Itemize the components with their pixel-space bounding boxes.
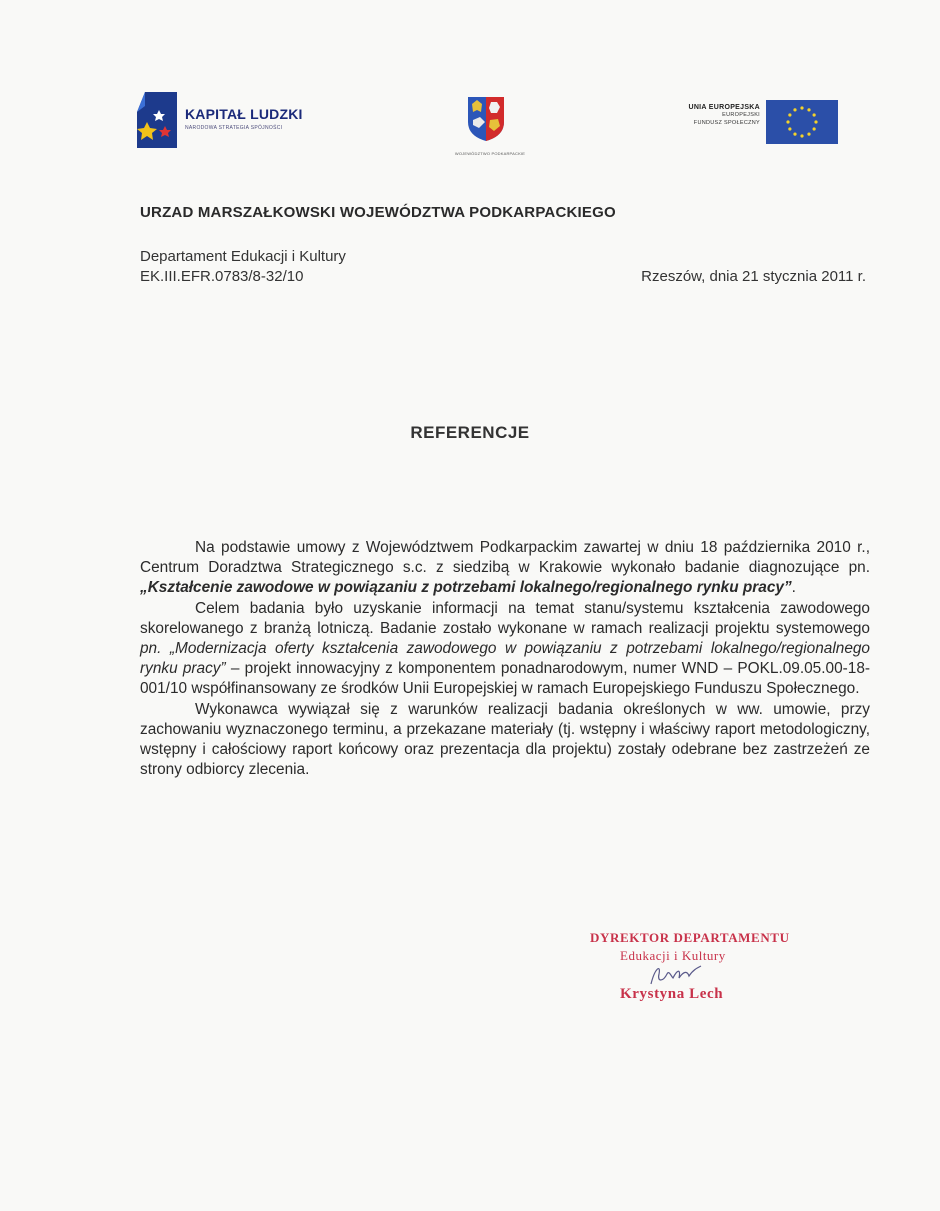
podkarpackie-coat-of-arms-logo bbox=[420, 96, 560, 162]
eu-star-icon bbox=[813, 113, 816, 116]
department-name: Departament Edukacji i Kultury bbox=[140, 248, 346, 265]
eu-social-fund-logo bbox=[650, 100, 840, 144]
director-stamp bbox=[580, 930, 820, 1020]
eu-star-icon bbox=[786, 120, 789, 123]
coat-of-arms-icon bbox=[467, 96, 505, 142]
paragraph-1-text: Na podstawie umowy z Województwem Podkarpackim zawartej w dniu 18 października 2010 r., Centrum Doradztwa Strategicznego s.c. z siedzibą w Krakowie wykonało badanie diagnozujące pn. bbox=[140, 539, 870, 577]
kapital-ludzki-emblem-icon bbox=[137, 92, 177, 148]
paragraph-1 bbox=[140, 538, 870, 599]
paragraph-1-end: . bbox=[791, 579, 796, 597]
document-heading: REFERENCJE bbox=[410, 423, 530, 442]
study-title: „Kształcenie zawodowe w powiązaniu z potrzebami lokalnego/regionalnego rynku pracy” bbox=[140, 579, 792, 597]
eu-line-1: UNIA EUROPEJSKA bbox=[688, 104, 760, 111]
eu-star-icon bbox=[793, 108, 796, 111]
eu-star-icon bbox=[807, 133, 810, 136]
eu-star-icon bbox=[800, 134, 803, 137]
eu-flag-icon bbox=[766, 100, 838, 144]
eu-star-icon bbox=[788, 127, 791, 130]
paragraph-2-end: – projekt innowacyjny z komponentem ponadnarodowym, numer WND – POKL.09.05.00-18-001/10 współfinansowany ze środków Unii Europejskiej w ramach Europejskiego Funduszu Społecznego. bbox=[140, 660, 871, 698]
letter-date: Rzeszów, dnia 21 stycznia 2011 r. bbox=[641, 268, 866, 285]
office-name: URZAD MARSZAŁKOWSKI WOJEWÓDZTWA PODKARPACKIEGO bbox=[140, 204, 616, 221]
letter-body bbox=[140, 538, 870, 780]
stamp-line-2: Edukacji i Kultury bbox=[620, 948, 726, 963]
eu-star-icon bbox=[800, 106, 803, 109]
eu-star-icon bbox=[814, 120, 817, 123]
eu-star-icon bbox=[807, 108, 810, 111]
project-title: pn. „Modernizacja oferty kształcenia zawodowego w powiązaniu z potrzebami lokalnego/regionalnego rynku pracy” bbox=[140, 640, 870, 678]
eu-line-3: FUNDUSZ SPOŁECZNY bbox=[693, 120, 760, 126]
eu-star-icon bbox=[793, 133, 796, 136]
kapital-ludzki-title: KAPITAŁ LUDZKI bbox=[185, 106, 303, 122]
eu-star-icon bbox=[813, 127, 816, 130]
stamp-line-1: DYREKTOR DEPARTAMENTU bbox=[590, 930, 790, 945]
paragraph-2 bbox=[140, 599, 870, 700]
eu-line-2: EUROPEJSKI bbox=[722, 112, 760, 118]
paragraph-3: Wykonawca wywiązał się z warunków realizacji badania określonych w ww. umowie, przy zachowaniu wyznaczonego terminu, a przekazane materiały (tj. wstępny i właściwy raport metodologiczny, wstępny i całościowy raport końcowy oraz prezentacja dla projektu) zostały odebrane bez zastrzeżeń ze strony odbiorcy zlecenia. bbox=[140, 700, 870, 779]
kapital-ludzki-logo bbox=[137, 92, 337, 150]
paragraph-2-text: Celem badania było uzyskanie informacji na temat stanu/systemu kształcenia zawodowego skorelowanego z branżą lotniczą. Badanie zostało wykonane w ramach realizacji projektu systemowego bbox=[140, 599, 870, 637]
signatory-name: Krystyna Lech bbox=[620, 986, 724, 1002]
reference-number: EK.III.EFR.0783/8-32/10 bbox=[140, 268, 304, 285]
eu-star-icon bbox=[788, 113, 791, 116]
eu-text bbox=[650, 104, 760, 127]
kapital-ludzki-subtitle: NARODOWA STRATEGIA SPÓJNOŚCI bbox=[185, 125, 283, 131]
coat-of-arms-caption: WOJEWÓDZTWO PODKARPACKIE bbox=[454, 151, 526, 156]
